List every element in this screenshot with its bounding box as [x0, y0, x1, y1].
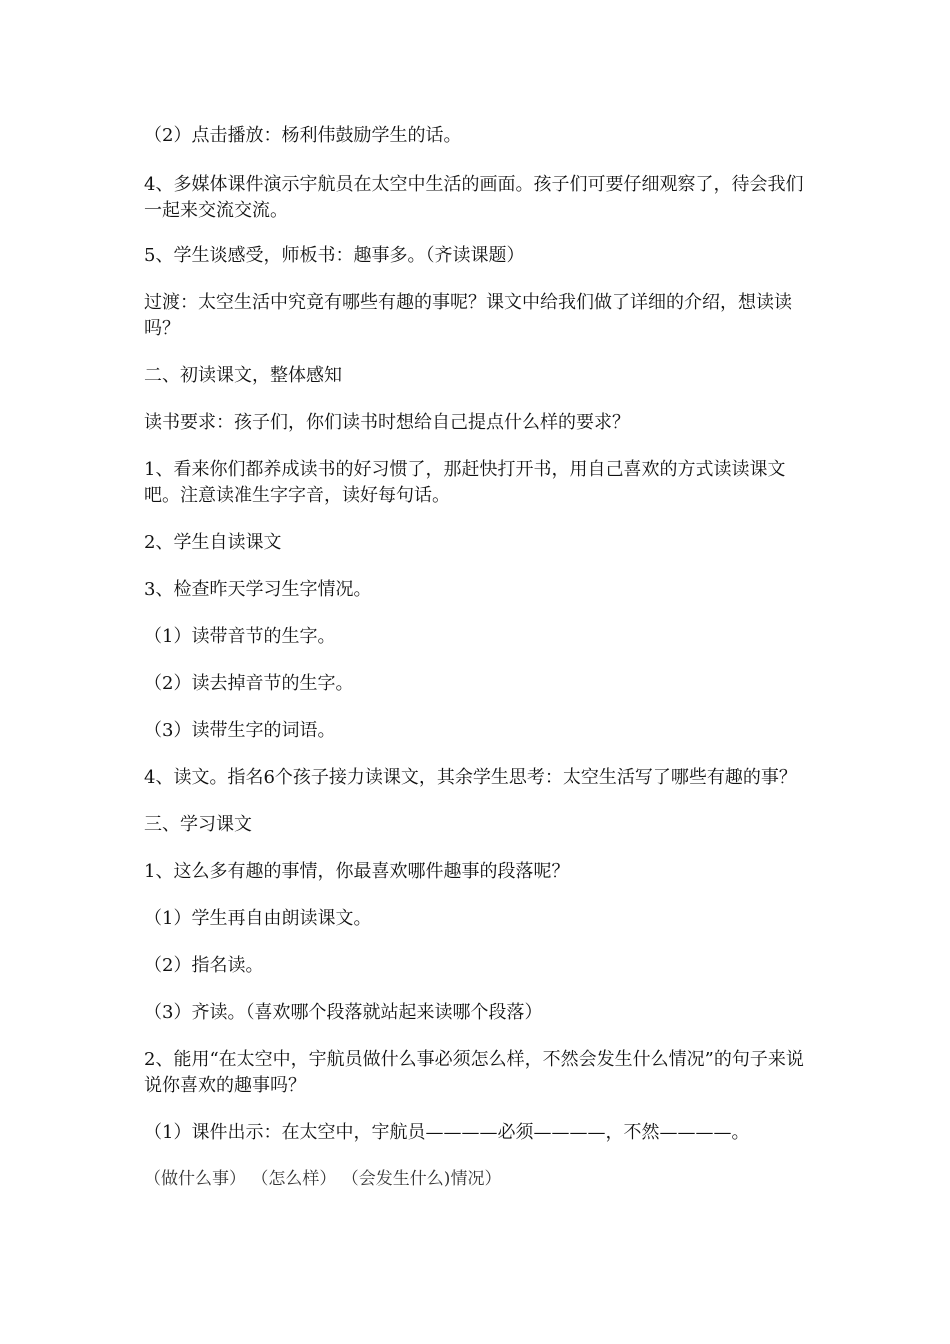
text-paragraph: 4、多媒体课件演示宇航员在太空中生活的画面。孩子们可要仔细观察了，待会我们一起来交流交流。	[144, 174, 804, 221]
text-line: （3）读带生字的词语。	[144, 720, 336, 741]
text-line: （2）点击播放：杨利伟鼓励学生的话。	[144, 125, 462, 146]
text-line: （1）读带音节的生字。	[144, 626, 336, 647]
text-paragraph: 2、能用“在太空中，宇航员做什么事必须怎么样，不然会发生什么情况”的句子来说说你喜欢的趣事吗？	[144, 1049, 804, 1096]
text-line: 3、检查昨天学习生字情况。	[144, 579, 372, 600]
text-line: （2）读去掉音节的生字。	[144, 673, 354, 694]
text-line: （3）齐读。（喜欢哪个段落就站起来读哪个段落）	[144, 1002, 543, 1023]
text-paragraph: 1、看来你们都养成读书的好习惯了，那赶快打开书，用自己喜欢的方式读读课文吧。注意读准生字字音，读好每句话。	[144, 459, 786, 506]
section-heading: 三、学习课文	[144, 814, 252, 835]
section-heading: 二、初读课文，整体感知	[144, 365, 342, 386]
text-line: （1）学生再自由朗读课文。	[144, 908, 372, 929]
text-line: 5、学生谈感受，师板书：趣事多。（齐读课题）	[144, 245, 525, 266]
text-paragraph: 过渡：太空生活中究竟有哪些有趣的事呢？课文中给我们做了详细的介绍，想读读吗？	[144, 292, 792, 339]
text-line: 读书要求：孩子们，你们读书时想给自己提点什么样的要求？	[144, 412, 630, 433]
text-line: （1）课件出示：在太空中，宇航员————必须————，不然————。	[144, 1122, 750, 1143]
text-line: （2）指名读。	[144, 955, 264, 976]
text-line: 4、读文。指名6个孩子接力读课文，其余学生思考：太空生活写了哪些有趣的事？	[144, 767, 797, 788]
text-line: 1、这么多有趣的事情，你最喜欢哪件趣事的段落呢？	[144, 861, 570, 882]
fill-in-hints: （做什么事） （怎么样） （会发生什么)情况）	[144, 1169, 502, 1189]
text-line: 2、学生自读课文	[144, 532, 282, 553]
